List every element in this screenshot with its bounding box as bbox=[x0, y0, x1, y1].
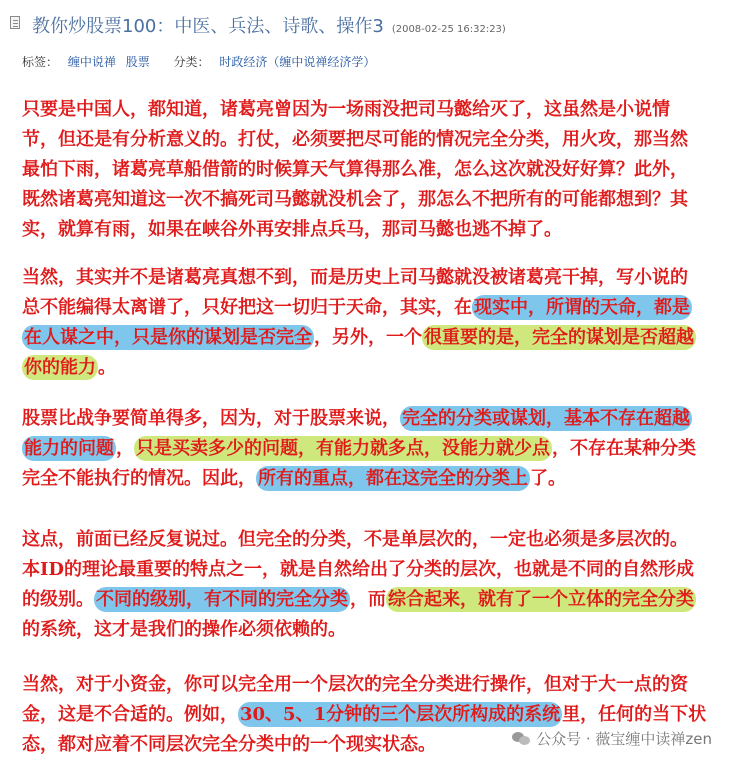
text-segment: 节，但还是有分析意义的。打仗，必须要把尽可能的情况完全分类，用火攻，那当然 bbox=[22, 129, 688, 150]
text-segment: ，而 bbox=[350, 589, 386, 610]
tags-label: 标签： bbox=[22, 55, 59, 69]
text-line bbox=[22, 615, 712, 645]
text-segment: 了。 bbox=[530, 468, 566, 489]
text-line bbox=[22, 525, 712, 555]
text-line bbox=[22, 185, 712, 215]
highlight-blue: 所有的重点，都在这完全的分类上 bbox=[258, 468, 528, 489]
text-line bbox=[22, 555, 712, 585]
paragraph-4 bbox=[22, 525, 712, 645]
highlight-green: 综合起来，就有了一个立体的完全分类 bbox=[388, 589, 694, 610]
highlight-blue: 能力的问题 bbox=[24, 438, 114, 459]
text-segment: ， bbox=[116, 438, 134, 459]
watermark bbox=[508, 728, 716, 749]
highlight-green: 很重要的是，完全的谋划是否超越 bbox=[424, 327, 694, 348]
text-segment: 最怕下雨，诸葛亮草船借箭的时候算天气算得那么准，怎么这次就没好好算？此外， bbox=[22, 159, 688, 180]
text-segment: ，不存在某种分类 bbox=[552, 438, 696, 459]
text-line bbox=[22, 353, 712, 383]
text-line bbox=[22, 670, 712, 700]
text-line bbox=[22, 215, 712, 245]
post-timestamp: (2008-02-25 16:32:23) bbox=[391, 24, 506, 35]
text-segment: 的系统，这才是我们的操作必须依赖的。 bbox=[22, 619, 346, 640]
text-line bbox=[22, 404, 712, 434]
text-segment: 金，这是不合适的。例如， bbox=[22, 704, 238, 725]
text-segment: 实，就算有雨，如果在峡谷外再安排点兵马，那司马懿也逃不掉了。 bbox=[22, 219, 562, 240]
category-link[interactable]: 时政经济（缠中说禅经济学） bbox=[219, 55, 376, 69]
text-segment: 里，任何的当下状 bbox=[562, 704, 707, 725]
text-segment: 态，都对应着不同层次完全分类中的一个现实状态。 bbox=[22, 734, 436, 755]
text-line bbox=[22, 155, 712, 185]
text-line bbox=[22, 323, 712, 353]
text-line bbox=[22, 293, 712, 323]
paragraph-3 bbox=[22, 404, 712, 494]
wechat-icon bbox=[512, 732, 530, 746]
text-segment: 这点，前面已经反复说过。但完全的分类，不是单层次的，一定也必须是多层次的。 bbox=[22, 529, 688, 550]
text-line bbox=[22, 464, 712, 494]
post-title-text[interactable]: 教你炒股票100：中医、兵法、诗歌、操作3 bbox=[32, 16, 384, 37]
text-line bbox=[22, 585, 712, 615]
tag-link-chanzhong[interactable]: 缠中说禅 bbox=[67, 55, 116, 69]
highlight-blue: 完全的分类或谋划，基本不存在超越 bbox=[402, 408, 690, 429]
highlight-green: 只是买卖多少的问题，有能力就多点，没能力就少点 bbox=[136, 438, 550, 459]
highlight-blue: 不同的级别，有不同的完全分类 bbox=[96, 589, 348, 610]
paragraph-2 bbox=[22, 263, 712, 383]
category-label: 分类： bbox=[173, 55, 210, 69]
text-line bbox=[22, 125, 712, 155]
text-segment: ，另外，一个 bbox=[314, 327, 422, 348]
text-segment: 总不能编得太离谱了，只好把这一切归于天命，其实，在 bbox=[22, 297, 472, 318]
text-segment: 。 bbox=[98, 357, 116, 378]
text-segment: 既然诸葛亮知道这一次不搞死司马懿就没机会了，那怎么不把所有的可能都想到？其 bbox=[22, 189, 688, 210]
highlight-blue: 现实中，所谓的天命，都是 bbox=[474, 297, 690, 318]
text-line bbox=[22, 700, 712, 730]
text-segment: 股票比战争要简单得多，因为，对于股票来说， bbox=[22, 408, 400, 429]
paragraph-1 bbox=[22, 95, 712, 245]
text-line bbox=[22, 95, 712, 125]
text-segment: 当然，对于小资金，你可以完全用一个层次的完全分类进行操作，但对于大一点的资 bbox=[22, 674, 688, 695]
highlight-blue: 在人谋之中，只是你的谋划是否完全 bbox=[24, 327, 312, 348]
text-segment: 的级别。 bbox=[22, 589, 94, 610]
text-segment: 本ID的理论最重要的特点之一，就是自然给出了分类的层次，也就是不同的自然形成 bbox=[22, 559, 695, 580]
highlight-blue: 30、5、1分钟的三个层次所构成的系统 bbox=[240, 704, 561, 725]
text-line bbox=[22, 434, 712, 464]
text-segment: 完全不能执行的情况。因此， bbox=[22, 468, 256, 489]
watermark-text: 公众号 · 薇宝缠中读禅zen bbox=[536, 730, 712, 748]
text-segment: 当然，其实并不是诸葛亮真想不到，而是历史上司马懿就没被诸葛亮干掉，写小说的 bbox=[22, 267, 688, 288]
highlight-green: 你的能力 bbox=[24, 357, 96, 378]
text-segment: 只要是中国人，都知道，诸葛亮曾因为一场雨没把司马懿给灭了，这虽然是小说情 bbox=[22, 99, 670, 120]
tag-link-stock[interactable]: 股票 bbox=[125, 55, 150, 69]
text-line bbox=[22, 263, 712, 293]
